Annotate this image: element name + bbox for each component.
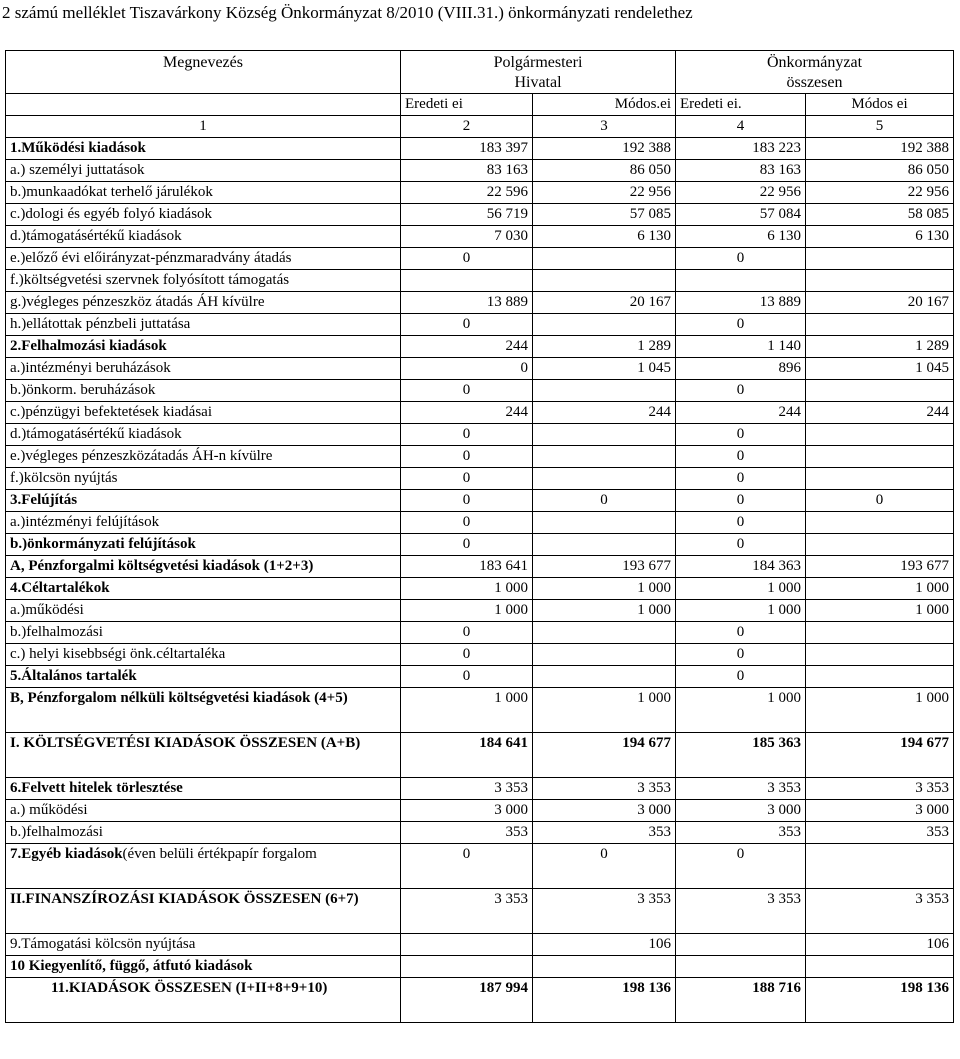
cell-value: 1 000 [676,600,806,622]
cell-value: 3 353 [533,778,676,800]
cell-value: 3 353 [533,889,676,934]
cell-value: 194 677 [533,733,676,778]
row-label: a.) személyi juttatások [6,160,401,182]
cell-value: 353 [533,822,676,844]
cell-value [401,934,533,956]
cell-value: 13 889 [676,292,806,314]
cell-value: 896 [676,358,806,380]
cell-value [533,512,676,534]
cell-value: 13 889 [401,292,533,314]
row-label: 9.Támogatási kölcsön nyújtása [6,934,401,956]
cell-value: 0 [676,534,806,556]
header-megnevezes: Megnevezés [6,51,401,94]
header-eredeti-1: Eredeti ei [401,94,533,116]
cell-value: 0 [401,490,533,512]
row-label: a.) működési [6,800,401,822]
cell-value: 106 [533,934,676,956]
row-label: e.)előző évi előirányzat-pénzmaradvány átadás [6,248,401,270]
row-label: f.)kölcsön nyújtás [6,468,401,490]
row-label: c.) helyi kisebbségi önk.céltartaléka [6,644,401,666]
cell-value [533,956,676,978]
cell-value: 22 596 [401,182,533,204]
cell-value: 6 130 [806,226,954,248]
cell-value: 3 353 [401,889,533,934]
cell-value: 194 677 [806,733,954,778]
colnum-4: 4 [676,116,806,138]
colnum-5: 5 [806,116,954,138]
cell-value [806,380,954,402]
cell-value: 244 [401,336,533,358]
table-row [6,490,954,512]
row-label: a.)intézményi beruházások [6,358,401,380]
cell-value: 185 363 [676,733,806,778]
colnum-3: 3 [533,116,676,138]
row-label: a.)működési [6,600,401,622]
cell-value: 183 223 [676,138,806,160]
cell-value: 1 000 [401,600,533,622]
cell-value [806,446,954,468]
cell-value [806,468,954,490]
cell-value: 0 [401,644,533,666]
cell-value [533,248,676,270]
table-row [6,314,954,336]
table-row [6,336,954,358]
cell-value: 192 388 [806,138,954,160]
header-modos-2: Módos ei [806,94,954,116]
row-label: d.)támogatásértékű kiadások [6,424,401,446]
cell-value: 188 716 [676,978,806,1023]
cell-value: 244 [533,402,676,424]
cell-value: 0 [401,358,533,380]
cell-value: 0 [401,622,533,644]
table-row [6,800,954,822]
table-row [6,292,954,314]
cell-value [533,468,676,490]
cell-value: 0 [401,446,533,468]
cell-value: 184 641 [401,733,533,778]
table-row [6,204,954,226]
cell-value [676,956,806,978]
cell-value: 0 [676,314,806,336]
header-polgarmesteri-hivatal: Polgármesteri Hivatal [401,51,676,94]
table-row [6,226,954,248]
table-row [6,666,954,688]
row-label: d.)támogatásértékű kiadások [6,226,401,248]
cell-value: 183 641 [401,556,533,578]
cell-value: 1 000 [533,688,676,733]
cell-value [533,380,676,402]
cell-value [806,424,954,446]
cell-value: 1 289 [806,336,954,358]
table-row [6,248,954,270]
cell-value: 1 289 [533,336,676,358]
cell-value: 22 956 [806,182,954,204]
table-row [6,688,954,733]
table-row [6,644,954,666]
header-modos-1: Módos.ei [533,94,676,116]
cell-value: 184 363 [676,556,806,578]
row-label: 5.Általános tartalék [6,666,401,688]
cell-value [806,248,954,270]
cell-value: 0 [401,248,533,270]
cell-value: 3 000 [533,800,676,822]
table-row [6,468,954,490]
cell-value [806,534,954,556]
table-row [6,844,954,889]
colnum-2: 2 [401,116,533,138]
cell-value: 22 956 [676,182,806,204]
row-label: II.FINANSZÍROZÁSI KIADÁSOK ÖSSZESEN (6+7) [6,889,401,934]
cell-value: 3 353 [676,778,806,800]
table-row [6,733,954,778]
cell-value: 353 [676,822,806,844]
cell-value: 0 [676,512,806,534]
row-label: b.)munkaadókat terhelő járulékok [6,182,401,204]
cell-value: 0 [676,248,806,270]
table-row [6,358,954,380]
cell-value: 56 719 [401,204,533,226]
table-row [6,956,954,978]
cell-value: 86 050 [806,160,954,182]
row-label: 10 Kiegyenlítő, függő, átfutó kiadások [6,956,401,978]
cell-value [806,270,954,292]
row-label: e.)végleges pénzeszközátadás ÁH-n kívülre [6,446,401,468]
cell-value [533,424,676,446]
colnum-1: 1 [6,116,401,138]
cell-value: 57 084 [676,204,806,226]
cell-value: 1 045 [533,358,676,380]
table-row [6,978,954,1023]
table-row [6,402,954,424]
table-row [6,160,954,182]
row-label: f.)költségvetési szervnek folyósított támogatás [6,270,401,292]
row-label: 6.Felvett hitelek törlesztése [6,778,401,800]
row-label: 3.Felújítás [6,490,401,512]
table-row [6,380,954,402]
cell-value: 193 677 [806,556,954,578]
cell-value: 0 [401,844,533,889]
cell-value: 0 [533,490,676,512]
cell-value: 353 [806,822,954,844]
row-label-bold: 7.Egyéb kiadások [10,846,123,862]
cell-value: 83 163 [676,160,806,182]
cell-value: 244 [401,402,533,424]
cell-value: 353 [401,822,533,844]
cell-value: 0 [676,468,806,490]
row-label: h.)ellátottak pénzbeli juttatása [6,314,401,336]
row-label: I. KÖLTSÉGVETÉSI KIADÁSOK ÖSSZESEN (A+B) [6,733,401,778]
cell-value: 1 000 [533,600,676,622]
cell-value [806,644,954,666]
cell-value: 0 [676,490,806,512]
row-label: B, Pénzforgalom nélküli költségvetési kiadások (4+5) [6,688,401,733]
cell-value: 0 [401,534,533,556]
cell-value: 3 000 [676,800,806,822]
cell-value [806,956,954,978]
table-row [6,578,954,600]
cell-value: 3 353 [806,889,954,934]
row-label: 2.Felhalmozási kiadások [6,336,401,358]
cell-value: 0 [676,380,806,402]
cell-value [533,622,676,644]
table-row [6,822,954,844]
cell-value [401,956,533,978]
cell-value: 1 000 [806,578,954,600]
cell-value: 244 [806,402,954,424]
cell-value: 20 167 [806,292,954,314]
row-label: a.)intézményi felújítások [6,512,401,534]
table-row [6,622,954,644]
expenditure-table [5,50,954,1023]
page-title: 2 számú melléklet Tiszavárkony Község Önkormányzat 8/2010 (VIII.31.) önkormányzati rendelethez [2,3,693,22]
cell-value: 20 167 [533,292,676,314]
cell-value: 0 [401,314,533,336]
row-label: b.)felhalmozási [6,822,401,844]
cell-value: 193 677 [533,556,676,578]
cell-value: 183 397 [401,138,533,160]
cell-value [676,934,806,956]
cell-value: 244 [676,402,806,424]
table-row [6,556,954,578]
row-label: 11.KIADÁSOK ÖSSZESEN (I+II+8+9+10) [6,978,401,1023]
cell-value: 1 000 [806,688,954,733]
cell-value [676,270,806,292]
table-row [6,182,954,204]
cell-value: 0 [676,844,806,889]
cell-value: 1 000 [401,578,533,600]
cell-value: 6 130 [676,226,806,248]
cell-value: 0 [806,490,954,512]
cell-value [533,666,676,688]
cell-value: 3 353 [401,778,533,800]
cell-value: 0 [676,446,806,468]
cell-value: 0 [401,424,533,446]
cell-value: 58 085 [806,204,954,226]
table-row [6,934,954,956]
cell-value: 0 [401,512,533,534]
table-row [6,270,954,292]
cell-value [401,270,533,292]
cell-value [533,644,676,666]
header-eredeti-2: Eredeti ei. [676,94,806,116]
cell-value: 0 [401,380,533,402]
cell-value: 7 030 [401,226,533,248]
table-row [6,889,954,934]
table-row [6,138,954,160]
cell-value: 1 140 [676,336,806,358]
row-label: b.)önkorm. beruházások [6,380,401,402]
cell-value [533,534,676,556]
cell-value: 83 163 [401,160,533,182]
row-label: A, Pénzforgalmi költségvetési kiadások (1+2+3) [6,556,401,578]
cell-value: 1 000 [676,578,806,600]
cell-value [806,622,954,644]
cell-value [806,844,954,889]
row-label [6,844,401,889]
cell-value: 0 [676,666,806,688]
table-row [6,534,954,556]
cell-value [533,314,676,336]
cell-value: 3 000 [401,800,533,822]
cell-value: 198 136 [806,978,954,1023]
cell-value: 0 [676,424,806,446]
cell-value [533,270,676,292]
cell-value: 192 388 [533,138,676,160]
cell-value: 0 [676,644,806,666]
cell-value: 1 000 [676,688,806,733]
header-onkormanyzat-osszesen: Önkormányzat összesen [676,51,954,94]
cell-value: 3 353 [806,778,954,800]
row-label: g.)végleges pénzeszköz átadás ÁH kívülre [6,292,401,314]
cell-value: 1 000 [401,688,533,733]
table-row [6,778,954,800]
cell-value: 1 045 [806,358,954,380]
cell-value: 3 000 [806,800,954,822]
cell-value: 0 [401,468,533,490]
cell-value [806,314,954,336]
cell-value [806,666,954,688]
cell-value: 0 [533,844,676,889]
row-label-rest: (éven belüli értékpapír forgalom [122,846,317,862]
table-body [6,138,954,1023]
table-row [6,512,954,534]
cell-value: 0 [676,622,806,644]
cell-value [533,446,676,468]
cell-value: 6 130 [533,226,676,248]
row-label: 4.Céltartalékok [6,578,401,600]
cell-value: 0 [401,666,533,688]
row-label: 1.Működési kiadások [6,138,401,160]
table-row [6,424,954,446]
row-label: b.)felhalmozási [6,622,401,644]
cell-value: 187 994 [401,978,533,1023]
row-label: c.)pénzügyi befektetések kiadásai [6,402,401,424]
cell-value: 1 000 [806,600,954,622]
table-row [6,446,954,468]
table-row [6,600,954,622]
cell-value [806,512,954,534]
cell-value: 1 000 [533,578,676,600]
cell-value: 198 136 [533,978,676,1023]
row-label: b.)önkormányzati felújítások [6,534,401,556]
cell-value: 106 [806,934,954,956]
row-label: c.)dologi és egyéb folyó kiadások [6,204,401,226]
cell-value: 86 050 [533,160,676,182]
header-blank [6,94,401,116]
cell-value: 3 353 [676,889,806,934]
cell-value: 57 085 [533,204,676,226]
cell-value: 22 956 [533,182,676,204]
